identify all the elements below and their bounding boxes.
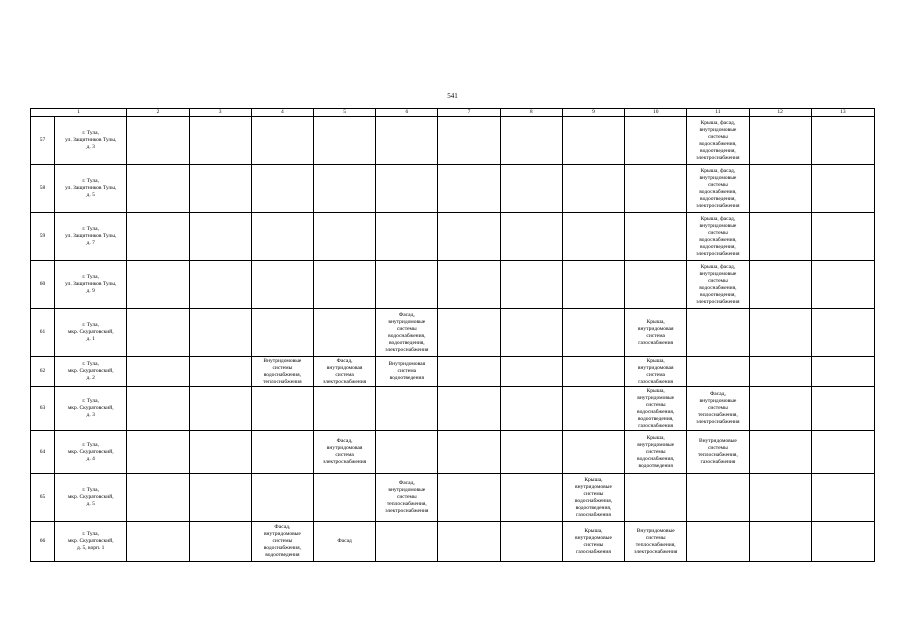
column-header: 5 — [313, 109, 375, 117]
cell-text: Фасад — [337, 538, 352, 544]
cell-text: г. Тула, мкр. Скуратовский, д. 4 — [67, 441, 114, 462]
work-cell-col-4 — [251, 165, 313, 213]
cell-text: Внутридомовые системы теплоснабжения, электроснабжения — [634, 527, 678, 555]
work-cell-col-12 — [749, 431, 811, 474]
work-cell-col-13 — [811, 309, 874, 357]
work-cell-col-12 — [749, 213, 811, 261]
work-cell-col-12 — [749, 522, 811, 562]
cell-text: Фасад, внутридомовые системы водоснабжения, водоотведения, электроснабжения — [385, 311, 429, 353]
work-cell-col-8 — [500, 165, 562, 213]
work-cell-col-11 — [687, 431, 749, 474]
address-cell — [55, 261, 127, 309]
work-cell-col-4 — [251, 431, 313, 474]
address-cell — [55, 117, 127, 165]
column-header: 11 — [687, 109, 749, 117]
cell-text: Внутридомовые системы теплоснабжения, газоснабжения — [697, 438, 738, 465]
work-cell-col-2 — [127, 474, 189, 522]
work-cell-col-10 — [625, 117, 687, 165]
column-header: 13 — [811, 109, 874, 117]
work-cell-col-2 — [127, 213, 189, 261]
work-cell-col-5 — [313, 261, 375, 309]
cell-text: Крыша, внутридомовые системы газоснабжения — [575, 527, 612, 555]
work-cell-col-8 — [500, 387, 562, 431]
work-cell-col-5 — [313, 357, 375, 387]
work-cell-col-8 — [500, 117, 562, 165]
cell-text: 62 — [39, 368, 46, 374]
work-cell-col-4 — [251, 357, 313, 387]
row-number-cell — [31, 309, 55, 357]
work-cell-col-8 — [500, 431, 562, 474]
work-cell-col-6 — [376, 165, 438, 213]
work-cell-col-4 — [251, 387, 313, 431]
work-cell-col-3 — [189, 213, 251, 261]
cell-text: 65 — [39, 494, 46, 500]
work-cell-col-11 — [687, 213, 749, 261]
row-number-cell — [31, 387, 55, 431]
work-cell-col-3 — [189, 165, 251, 213]
work-cell-col-9 — [562, 309, 624, 357]
column-header: 3 — [189, 109, 251, 117]
work-cell-col-3 — [189, 117, 251, 165]
work-cell-col-7 — [438, 431, 500, 474]
cell-text: г. Тула, ул. Защитников Тулы, д. 5 — [65, 178, 117, 198]
row-number-cell — [31, 431, 55, 474]
cell-text: Фасад, внутридомовая система электроснабжения — [322, 438, 367, 465]
cell-text: 66 — [39, 538, 46, 544]
work-cell-col-13 — [811, 165, 874, 213]
work-cell-col-11 — [687, 309, 749, 357]
work-cell-col-4 — [251, 474, 313, 522]
work-cell-col-2 — [127, 357, 189, 387]
work-cell-col-8 — [500, 522, 562, 562]
column-header: 2 — [127, 109, 189, 117]
work-cell-col-7 — [438, 261, 500, 309]
row-number-cell — [31, 261, 55, 309]
cell-text: 58 — [39, 185, 46, 191]
work-cell-col-6 — [376, 522, 438, 562]
address-cell — [55, 522, 127, 562]
work-cell-col-12 — [749, 165, 811, 213]
work-cell-col-10 — [625, 431, 687, 474]
cell-text: г. Тула, мкр. Скуратовский, д. 3 — [67, 398, 114, 418]
table-row — [31, 522, 875, 562]
address-cell — [55, 357, 127, 387]
work-cell-col-5 — [313, 117, 375, 165]
work-cell-col-7 — [438, 213, 500, 261]
row-number-cell — [31, 117, 55, 165]
work-cell-col-9 — [562, 431, 624, 474]
work-cell-col-2 — [127, 431, 189, 474]
work-cell-col-9 — [562, 165, 624, 213]
work-cell-col-13 — [811, 474, 874, 522]
work-cell-col-2 — [127, 165, 189, 213]
work-cell-col-6 — [376, 474, 438, 522]
table-row — [31, 309, 875, 357]
work-cell-col-10 — [625, 261, 687, 309]
table-row — [31, 387, 875, 431]
work-cell-col-8 — [500, 474, 562, 522]
work-cell-col-12 — [749, 309, 811, 357]
work-cell-col-7 — [438, 165, 500, 213]
table-row — [31, 431, 875, 474]
work-cell-col-4 — [251, 213, 313, 261]
work-cell-col-3 — [189, 309, 251, 357]
work-cell-col-11 — [687, 387, 749, 431]
work-cell-col-11 — [687, 522, 749, 562]
cell-text: г. Тула, ул. Защитников Тулы, д. 9 — [65, 274, 117, 294]
cell-text: 61 — [39, 329, 46, 335]
work-cell-col-6 — [376, 357, 438, 387]
work-cell-col-2 — [127, 387, 189, 431]
work-cell-col-3 — [189, 357, 251, 387]
work-cell-col-6 — [376, 431, 438, 474]
work-cell-col-7 — [438, 309, 500, 357]
work-cell-col-9 — [562, 387, 624, 431]
cell-text: г. Тула, мкр. Скуратовский, д. 5 — [67, 487, 114, 507]
cell-text: г. Тула, мкр. Скуратовский, д. 2 — [67, 361, 114, 381]
row-number-cell — [31, 474, 55, 522]
work-cell-col-13 — [811, 117, 874, 165]
work-cell-col-6 — [376, 261, 438, 309]
address-cell — [55, 431, 127, 474]
work-cell-col-12 — [749, 387, 811, 431]
work-cell-col-6 — [376, 117, 438, 165]
work-cell-col-10 — [625, 165, 687, 213]
work-cell-col-4 — [251, 522, 313, 562]
row-number-cell — [31, 165, 55, 213]
table-row — [31, 117, 875, 165]
work-cell-col-12 — [749, 474, 811, 522]
table-row — [31, 261, 875, 309]
table-row — [31, 213, 875, 261]
work-cell-col-6 — [376, 387, 438, 431]
work-cell-col-9 — [562, 474, 624, 522]
cell-text: 64 — [39, 448, 46, 455]
work-cell-col-8 — [500, 309, 562, 357]
address-cell — [55, 213, 127, 261]
cell-text: 59 — [39, 233, 46, 239]
work-cell-col-11 — [687, 165, 749, 213]
row-number-cell — [31, 522, 55, 562]
work-cell-col-7 — [438, 117, 500, 165]
cell-text: Крыша, фасад, внутридомовые системы водоснабжения, водоотведения, электроснабжения — [696, 215, 740, 257]
cell-text: Внутридомовая система водоотведения — [388, 361, 426, 381]
cell-text: г. Тула, мкр. Скуратовский, д. 5, корп. 1 — [67, 531, 114, 551]
column-header: 4 — [251, 109, 313, 117]
cell-text: 63 — [39, 405, 46, 411]
work-cell-col-2 — [127, 522, 189, 562]
cell-text: Крыша, фасад, внутридомовые системы водоснабжения, водоотведения, электроснабжения — [696, 119, 740, 161]
repair-schedule-table — [30, 108, 875, 562]
work-cell-col-13 — [811, 357, 874, 387]
cell-text: Крыша, внутридомовая система газоснабжения — [637, 357, 674, 385]
cell-text: Фасад, внутридомовая система электроснабжения — [322, 357, 367, 385]
header-row — [31, 109, 875, 117]
work-cell-col-3 — [189, 261, 251, 309]
cell-text: Крыша, фасад, внутридомовые системы водоснабжения, водоотведения, электроснабжения — [696, 167, 740, 209]
column-header: 10 — [625, 109, 687, 117]
cell-text: Фасад, внутридомовые системы теплоснабжения, электроснабжения — [385, 480, 429, 514]
work-cell-col-5 — [313, 474, 375, 522]
column-header: 8 — [500, 109, 562, 117]
work-cell-col-5 — [313, 309, 375, 357]
cell-text: г. Тула, ул. Защитников Тулы, д. 3 — [65, 130, 117, 150]
cell-text: г. Тула, ул. Защитников Тулы, д. 7 — [65, 226, 117, 246]
work-cell-col-3 — [189, 474, 251, 522]
work-cell-col-2 — [127, 309, 189, 357]
cell-text: Крыша, внутридомовая система газоснабжения — [637, 318, 674, 346]
work-cell-col-6 — [376, 213, 438, 261]
work-cell-col-7 — [438, 522, 500, 562]
work-cell-col-13 — [811, 213, 874, 261]
work-cell-col-10 — [625, 213, 687, 261]
row-number-cell — [31, 357, 55, 387]
column-header: 6 — [376, 109, 438, 117]
work-cell-col-7 — [438, 387, 500, 431]
work-cell-col-9 — [562, 213, 624, 261]
cell-text: 60 — [39, 281, 46, 287]
work-cell-col-4 — [251, 117, 313, 165]
work-cell-col-8 — [500, 357, 562, 387]
work-cell-col-5 — [313, 387, 375, 431]
work-cell-col-2 — [127, 117, 189, 165]
work-cell-col-9 — [562, 117, 624, 165]
work-cell-col-13 — [811, 387, 874, 431]
work-cell-col-12 — [749, 261, 811, 309]
work-cell-col-2 — [127, 261, 189, 309]
work-cell-col-4 — [251, 309, 313, 357]
work-cell-col-3 — [189, 431, 251, 474]
work-cell-col-9 — [562, 261, 624, 309]
work-cell-col-10 — [625, 309, 687, 357]
work-cell-col-11 — [687, 261, 749, 309]
work-cell-col-11 — [687, 357, 749, 387]
work-cell-col-7 — [438, 474, 500, 522]
row-number-cell — [31, 213, 55, 261]
work-cell-col-3 — [189, 387, 251, 431]
table-row — [31, 474, 875, 522]
column-header: 12 — [749, 109, 811, 117]
column-header: 1 — [31, 109, 127, 117]
work-cell-col-13 — [811, 522, 874, 562]
page-number: 541 — [447, 92, 458, 100]
work-cell-col-10 — [625, 387, 687, 431]
cell-text: Фасад, внутридомовые системы теплоснабжения, электроснабжения — [696, 391, 740, 425]
address-cell — [55, 309, 127, 357]
cell-text: г. Тула, мкр. Скуратовский, д. 1 — [67, 322, 114, 342]
column-header: 7 — [438, 109, 500, 117]
work-cell-col-9 — [562, 357, 624, 387]
work-cell-col-8 — [500, 213, 562, 261]
work-cell-col-5 — [313, 431, 375, 474]
work-cell-col-9 — [562, 522, 624, 562]
work-cell-col-7 — [438, 357, 500, 387]
cell-text: Крыша, фасад, внутридомовые системы водоснабжения, водоотведения, электроснабжения — [696, 263, 740, 305]
table-row — [31, 165, 875, 213]
work-cell-col-13 — [811, 261, 874, 309]
work-cell-col-6 — [376, 309, 438, 357]
work-cell-col-5 — [313, 165, 375, 213]
work-cell-col-11 — [687, 117, 749, 165]
cell-text: 57 — [39, 137, 46, 143]
cell-text: Крыша, внутридомовые системы водоснабжения, водоотведения — [637, 434, 675, 469]
work-cell-col-5 — [313, 522, 375, 562]
work-cell-col-10 — [625, 474, 687, 522]
work-cell-col-12 — [749, 357, 811, 387]
work-cell-col-4 — [251, 261, 313, 309]
cell-text: Фасад, внутридомовые системы водоснабжения, водоотведения — [263, 524, 302, 558]
work-cell-col-11 — [687, 474, 749, 522]
work-cell-col-3 — [189, 522, 251, 562]
cell-text: Крыша, внутридомовые системы водоснабжения, водоотведения, газоснабжения — [637, 387, 675, 429]
work-cell-col-10 — [625, 522, 687, 562]
work-cell-col-13 — [811, 431, 874, 474]
column-header: 9 — [562, 109, 624, 117]
work-cell-col-8 — [500, 261, 562, 309]
address-cell — [55, 387, 127, 431]
address-cell — [55, 165, 127, 213]
cell-text: Крыша, внутридомовые системы водоснабжения, водоотведения, газоснабжения — [574, 476, 613, 518]
work-cell-col-5 — [313, 213, 375, 261]
cell-text: Внутридомовые системы водоснабжения, теплоснабжения — [263, 357, 302, 385]
work-cell-col-10 — [625, 357, 687, 387]
work-cell-col-12 — [749, 117, 811, 165]
table-row — [31, 357, 875, 387]
address-cell — [55, 474, 127, 522]
